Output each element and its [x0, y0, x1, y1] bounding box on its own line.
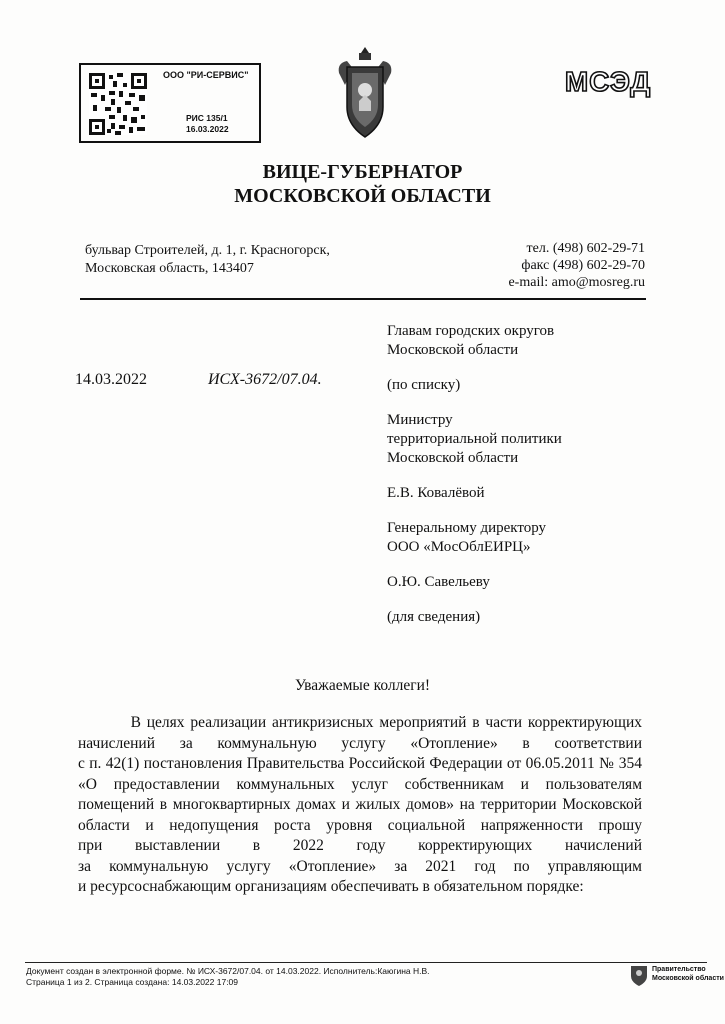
- recipient-line: Московской области: [387, 342, 519, 358]
- footer-divider: [25, 962, 707, 963]
- stamp-ref: РИС 135/1: [186, 113, 228, 123]
- title-line-2: МОСКОВСКОЙ ОБЛАСТИ: [234, 185, 491, 207]
- body-line: помещений в многоквартирных домах и жилых домов» на территории Московской: [78, 796, 642, 813]
- stamp-organization: ООО "РИ-СЕРВИС": [163, 70, 249, 80]
- body-line: при выставлении в 2022 году корректирующих начислений: [78, 837, 642, 854]
- recipient-block: [387, 411, 562, 468]
- recipient-block: [387, 573, 562, 592]
- footer-gov-line-2: Московской области: [652, 974, 724, 982]
- salutation: Уважаемые коллеги!: [294, 677, 431, 694]
- recipient-line: (для сведения): [387, 609, 481, 625]
- stamp-date: 16.03.2022: [186, 124, 229, 134]
- fax-number: факс (498) 602-29-70: [521, 258, 645, 273]
- footer-line-2: Страница 1 из 2. Страница создана: 14.03.2022 17:09: [26, 976, 239, 987]
- recipient-line: Министру: [387, 412, 453, 428]
- body-line: начислений за коммунальную услугу «Отопление» в соответствии: [78, 734, 642, 752]
- body-line: за коммунальную услугу «Отопление» за 2021 год по управляющим: [78, 857, 642, 875]
- msed-logo-text: МСЭД: [564, 66, 652, 97]
- sender-address: [85, 242, 330, 278]
- recipient-line: Главам городских округов: [387, 323, 555, 339]
- recipient-line: территориальной политики: [387, 431, 562, 447]
- recipient-line: Е.В. Ковалёвой: [387, 485, 485, 501]
- moscow-region-coat-of-arms-icon: [335, 45, 395, 141]
- registration-stamp: [79, 63, 261, 143]
- body-line: и ресурсоснабжающим организациям обеспечивать в обязательном порядке:: [78, 878, 584, 895]
- address-line-2: Московская область, 143407: [85, 261, 254, 276]
- msed-logo: [564, 63, 652, 97]
- sender-contacts: [508, 240, 645, 291]
- recipients-list: [387, 322, 562, 643]
- email-address: e-mail: amo@mosreg.ru: [508, 275, 645, 290]
- footer-government-label: [652, 966, 724, 983]
- footer-gov-line-1: Правительство: [652, 966, 706, 973]
- body-line: с п. 42(1) постановления Правительства Российской Федерации от 06.05.2011 № 354: [78, 755, 642, 772]
- address-line-1: бульвар Строителей, д. 1, г. Красногорск,: [85, 243, 330, 258]
- letter-body: [78, 713, 642, 898]
- title-line-1: ВИЦЕ-ГУБЕРНАТОР: [262, 161, 463, 183]
- recipient-line: (по списку): [387, 377, 461, 393]
- phone-number: тел. (498) 602-29-71: [526, 241, 645, 256]
- recipient-block: [387, 519, 562, 557]
- header-divider: [80, 298, 646, 300]
- recipient-line: ООО «МосОблЕИРЦ»: [387, 539, 531, 555]
- government-emblem-icon: [628, 963, 650, 987]
- recipient-block: [387, 376, 562, 395]
- recipient-block: [387, 608, 562, 627]
- page-title: [0, 160, 725, 208]
- document-date: 14.03.2022: [75, 371, 147, 388]
- qr-code-icon: [89, 73, 147, 135]
- recipient-line: Московской области: [387, 450, 519, 466]
- document-number: ИСХ-3672/07.04.: [208, 371, 322, 388]
- stamp-registration: [186, 113, 229, 135]
- body-line: «О предоставлении коммунальных услуг собственникам и пользователям: [78, 775, 642, 793]
- footer-info: [26, 966, 430, 987]
- recipient-block: [387, 484, 562, 503]
- recipient-line: Генеральному директору: [387, 520, 547, 536]
- body-line: области и недопущения роста уровня социальной напряженности прошу: [78, 816, 642, 834]
- recipient-line: О.Ю. Савельеву: [387, 574, 490, 590]
- recipient-block: [387, 322, 562, 360]
- footer-line-1: Документ создан в электронной форме. № ИСХ-3672/07.04. от 14.03.2022. Исполнитель:Каюгина Н.В.: [26, 966, 430, 976]
- body-line: В целях реализации антикризисных мероприятий в части корректирующих: [78, 714, 642, 731]
